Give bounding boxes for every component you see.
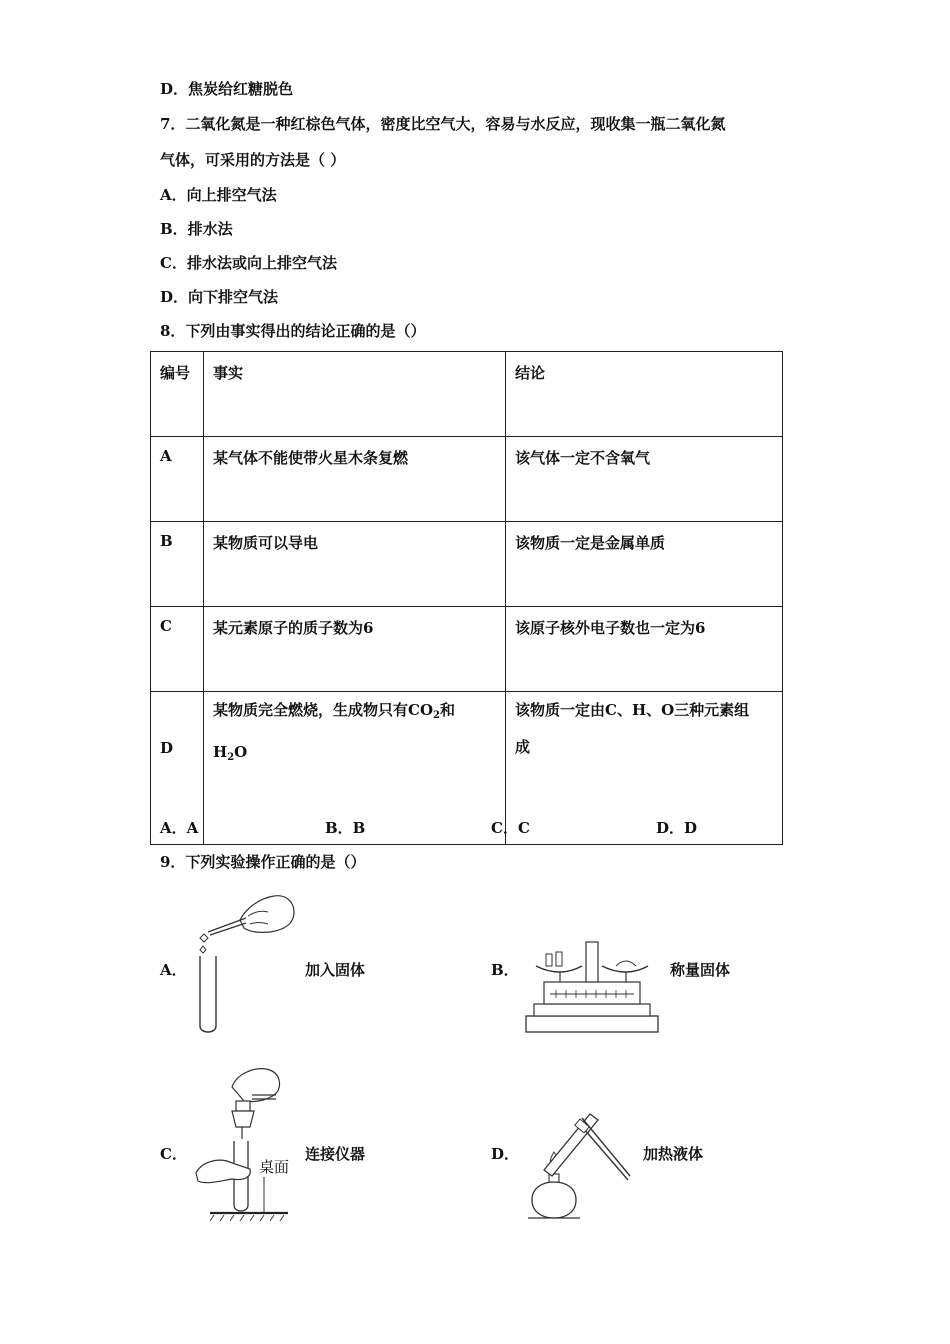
subscript: 2: [433, 710, 440, 721]
q9-option-d-label: D．: [491, 1145, 520, 1163]
q8-answer-d: D．D: [656, 819, 698, 837]
q8-answer-b: B．B: [325, 819, 366, 837]
row-conclusion: 该气体一定不含氧气: [506, 437, 783, 522]
q7-stem-line2: 气体，可采用的方法是（ ）: [160, 151, 346, 169]
header-id: 编号: [151, 352, 204, 437]
subscript: 2: [227, 752, 235, 763]
alcohol-lamp-heating-illustration: [518, 1108, 633, 1223]
q7-option-b: B．排水法: [160, 220, 233, 238]
q9-stem: 9．下列实验操作正确的是（）: [160, 853, 366, 871]
fact-line2: [213, 734, 496, 776]
conclusion-line2: 成: [515, 738, 531, 756]
q9-option-a-caption: 加入固体: [305, 961, 366, 979]
header-conclusion: 结论: [506, 352, 783, 437]
table-row: [151, 437, 783, 522]
row-fact: 某气体不能使带火星木条复燃: [204, 437, 506, 522]
fact-text-a: 某物质完全燃烧，生成物只有CO: [213, 701, 434, 719]
row-id: D: [151, 692, 204, 845]
q8-answer-c: C．C: [491, 819, 530, 837]
fact-text-c: H: [213, 743, 228, 761]
table-header-row: [151, 352, 783, 437]
tweezers-test-tube-illustration: [188, 890, 298, 1035]
row-id: C: [151, 607, 204, 692]
row-conclusion: [506, 692, 783, 845]
fact-text-b: 和: [439, 701, 455, 719]
q7-option-d: D．向下排空气法: [160, 288, 279, 306]
q6-option-d: D．焦炭给红糖脱色: [160, 80, 294, 98]
q9-option-b-label: B．: [491, 961, 519, 979]
connecting-apparatus-illustration: [192, 1065, 292, 1225]
desk-label: 桌面: [259, 1158, 290, 1176]
q9-option-b-caption: 称量固体: [670, 961, 731, 979]
row-conclusion: 该原子核外电子数也一定为6: [506, 607, 783, 692]
row-fact: 某元素原子的质子数为6: [204, 607, 506, 692]
q7-option-c: C．排水法或向上排空气法: [160, 254, 337, 272]
q9-option-d-caption: 加热液体: [643, 1145, 704, 1163]
q8-answer-a: A．A: [160, 819, 199, 837]
fact-line1: [213, 692, 496, 734]
fact-text-d: O: [234, 743, 248, 761]
conclusion-line1: 该物质一定由C、H、O三种元素组: [515, 701, 750, 719]
row-id: A: [151, 437, 204, 522]
table-row: [151, 607, 783, 692]
row-fact: 某物质可以导电: [204, 522, 506, 607]
q9-option-a-label: A．: [160, 961, 187, 979]
q8-stem: 8．下列由事实得出的结论正确的是（）: [160, 322, 426, 340]
balance-scale-illustration: [520, 938, 665, 1036]
table-row: [151, 522, 783, 607]
q7-option-a: A．向上排空气法: [160, 186, 277, 204]
q9-option-c-caption: 连接仪器: [305, 1145, 366, 1163]
q9-option-c-label: C．: [160, 1145, 187, 1163]
q8-table: [150, 351, 783, 845]
header-fact: 事实: [204, 352, 506, 437]
row-conclusion: 该物质一定是金属单质: [506, 522, 783, 607]
q7-stem-line1: 7．二氧化氮是一种红棕色气体，密度比空气大，容易与水反应，现收集一瓶二氧化氮: [160, 115, 726, 133]
row-id: B: [151, 522, 204, 607]
